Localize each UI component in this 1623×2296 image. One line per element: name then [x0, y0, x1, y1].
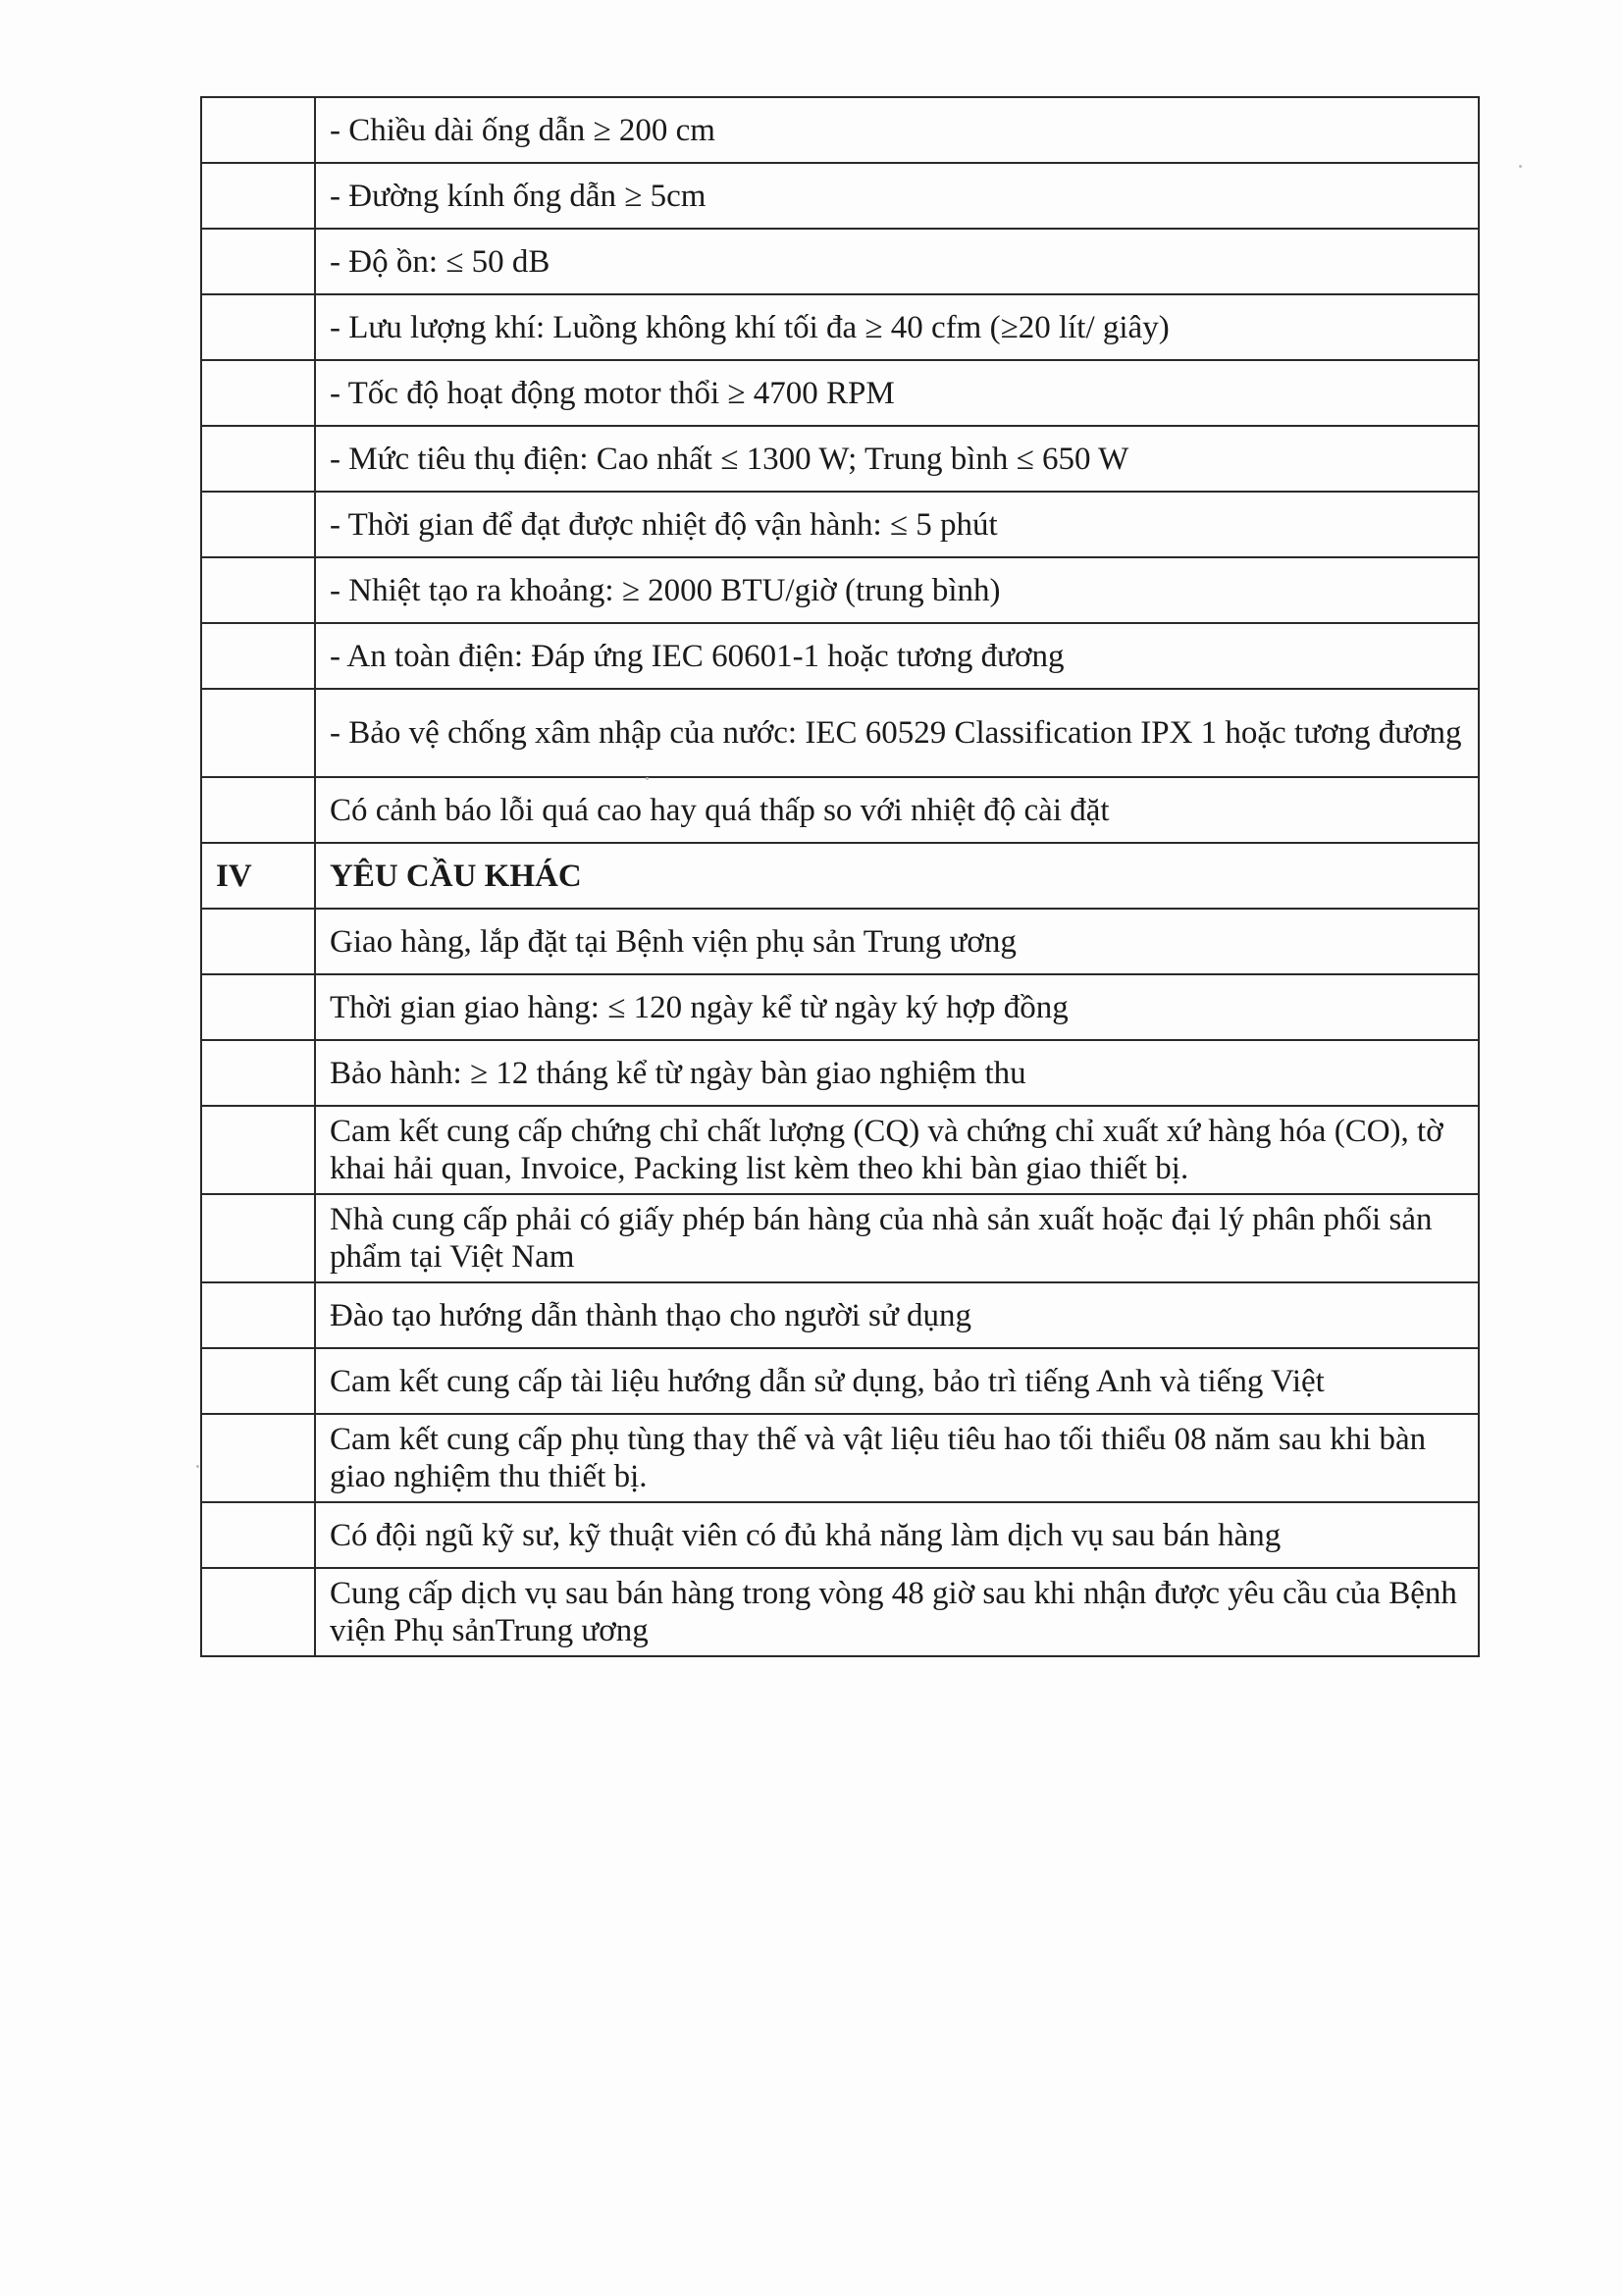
table-row [201, 689, 1479, 777]
row-text: - Bảo vệ chống xâm nhập của nước: IEC 60529 Classification IPX 1 hoặc tương đương [315, 689, 1479, 777]
scan-speck [1519, 165, 1522, 168]
table-row [201, 623, 1479, 689]
row-text: - Đường kính ống dẫn ≥ 5cm [315, 163, 1479, 229]
scan-speck [196, 1465, 199, 1468]
scan-speck [646, 777, 649, 780]
table-row [201, 1106, 1479, 1194]
row-number [201, 294, 315, 360]
row-number [201, 1502, 315, 1568]
table-row [201, 97, 1479, 163]
row-number [201, 557, 315, 623]
row-text: - Mức tiêu thụ điện: Cao nhất ≤ 1300 W; Trung bình ≤ 650 W [315, 426, 1479, 492]
row-text: - Nhiệt tạo ra khoảng: ≥ 2000 BTU/giờ (trung bình) [315, 557, 1479, 623]
row-number [201, 492, 315, 557]
table-row [201, 1282, 1479, 1348]
row-text: - Thời gian để đạt được nhiệt độ vận hành: ≤ 5 phút [315, 492, 1479, 557]
row-text: Đào tạo hướng dẫn thành thạo cho người sử dụng [315, 1282, 1479, 1348]
row-text: - Lưu lượng khí: Luồng không khí tối đa ≥ 40 cfm (≥20 lít/ giây) [315, 294, 1479, 360]
row-text: Thời gian giao hàng: ≤ 120 ngày kể từ ngày ký hợp đồng [315, 974, 1479, 1040]
row-number [201, 689, 315, 777]
row-number [201, 1040, 315, 1106]
row-text: - Độ ồn: ≤ 50 dB [315, 229, 1479, 294]
table-row [201, 229, 1479, 294]
row-text: Có cảnh báo lỗi quá cao hay quá thấp so với nhiệt độ cài đặt [315, 777, 1479, 843]
row-text: Cam kết cung cấp tài liệu hướng dẫn sử dụng, bảo trì tiếng Anh và tiếng Việt [315, 1348, 1479, 1414]
row-text: Có đội ngũ kỹ sư, kỹ thuật viên có đủ khả năng làm dịch vụ sau bán hàng [315, 1502, 1479, 1568]
row-text: Giao hàng, lắp đặt tại Bệnh viện phụ sản Trung ương [315, 909, 1479, 974]
row-number [201, 1106, 315, 1194]
row-text: - Chiều dài ống dẫn ≥ 200 cm [315, 97, 1479, 163]
row-number [201, 360, 315, 426]
row-number [201, 229, 315, 294]
row-text: Bảo hành: ≥ 12 tháng kể từ ngày bàn giao nghiệm thu [315, 1040, 1479, 1106]
row-number [201, 97, 315, 163]
table-row [201, 1348, 1479, 1414]
table-row [201, 777, 1479, 843]
row-number [201, 909, 315, 974]
table-row [201, 1502, 1479, 1568]
row-text: Cam kết cung cấp phụ tùng thay thế và vật liệu tiêu hao tối thiểu 08 năm sau khi bàn giao nghiệm thu thiết bị. [315, 1414, 1479, 1502]
section-title: YÊU CẦU KHÁC [315, 843, 1479, 909]
table-row [201, 492, 1479, 557]
section-number: IV [201, 843, 315, 909]
row-text: - Tốc độ hoạt động motor thổi ≥ 4700 RPM [315, 360, 1479, 426]
row-number [201, 1194, 315, 1282]
row-number [201, 1282, 315, 1348]
row-number [201, 426, 315, 492]
row-text: - An toàn điện: Đáp ứng IEC 60601-1 hoặc tương đương [315, 623, 1479, 689]
table-row [201, 909, 1479, 974]
row-text: Nhà cung cấp phải có giấy phép bán hàng của nhà sản xuất hoặc đại lý phân phối sản phẩm tại Việt Nam [315, 1194, 1479, 1282]
row-number [201, 163, 315, 229]
row-text: Cam kết cung cấp chứng chỉ chất lượng (CQ) và chứng chỉ xuất xứ hàng hóa (CO), tờ khai hải quan, Invoice, Packing list kèm theo khi bàn giao thiết bị. [315, 1106, 1479, 1194]
row-number [201, 1348, 315, 1414]
table-row [201, 1414, 1479, 1502]
row-text: Cung cấp dịch vụ sau bán hàng trong vòng 48 giờ sau khi nhận được yêu cầu của Bệnh viện Phụ sảnTrung ương [315, 1568, 1479, 1656]
table-row [201, 1194, 1479, 1282]
row-number [201, 974, 315, 1040]
table-row [201, 426, 1479, 492]
row-number [201, 777, 315, 843]
table-row [201, 557, 1479, 623]
table-row [201, 1568, 1479, 1656]
section-header-row [201, 843, 1479, 909]
table-row [201, 360, 1479, 426]
table-row [201, 1040, 1479, 1106]
row-number [201, 1568, 315, 1656]
row-number [201, 1414, 315, 1502]
table-row [201, 974, 1479, 1040]
table-row [201, 163, 1479, 229]
row-number [201, 623, 315, 689]
spec-table [200, 96, 1480, 1657]
table-row [201, 294, 1479, 360]
